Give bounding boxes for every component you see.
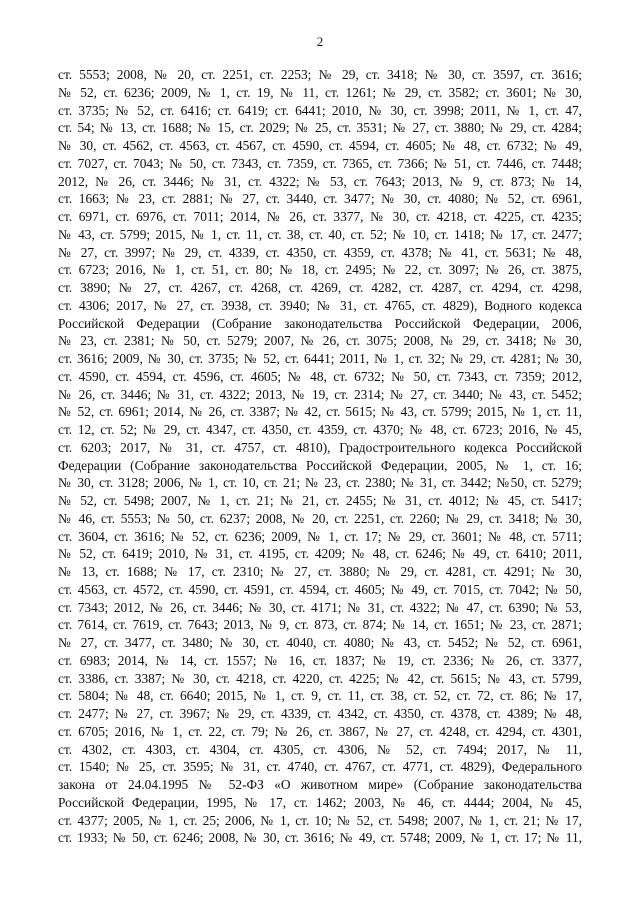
text-line: № 52, ст. 6236; 2009, № 1, ст. 19, № 11, ст. 1261; № 29, ст. 3582; ст. 3601; № 30, [58, 84, 582, 100]
text-line: ст. 4563, ст. 4572, ст. 4590, ст. 4591, ст. 4594, ст. 4605; № 49, ст. 7015, ст. 7042; № 50, [58, 581, 582, 597]
text-line: № 13, ст. 1688; № 17, ст. 2310; № 27, ст. 3880; № 29, ст. 4281, ст. 4291; № 30, [58, 564, 582, 579]
text-line: № 23, ст. 2381; № 50, ст. 5279; 2007, № 26, ст. 3075; 2008, № 29, ст. 3418; № 30, [58, 333, 582, 349]
text-line: Российской Федерации (Собрание законодательства Российской Федерации, 2006, [58, 315, 582, 331]
text-line: 2012, № 26, ст. 3446; № 31, ст. 4322; № 53, ст. 7643; 2013, № 9, ст. 873; № 14, [58, 173, 582, 189]
text-line: № 46, ст. 5553; № 50, ст. 6237; 2008, № 20, ст. 2251, ст. 2260; № 29, ст. 3418; № 30, [58, 510, 582, 526]
text-line: № 52, ст. 6961; 2014, № 26, ст. 3387; № 42, ст. 5615; № 43, ст. 5799; 2015, № 1, ст. 11, [58, 404, 582, 420]
text-line: № 26, ст. 3446; № 31, ст. 4322; 2013, № 19, ст. 2314; № 27, ст. 3440; № 43, ст. 5452; [58, 386, 582, 402]
text-line: ст. 4302, ст. 4303, ст. 4304, ст. 4305, ст. 4306, № 52, ст. 7494; 2017, № 11, [58, 741, 582, 757]
text-line: ст. 7027, ст. 7043; № 50, ст. 7343, ст. 7359, ст. 7365, ст. 7366; № 51, ст. 7446, ст. 7448; [58, 155, 582, 171]
text-line: № 43, ст. 5799; 2015, № 1, ст. 11, ст. 38, ст. 40, ст. 52; № 10, ст. 1418; № 17, ст. 2477; [58, 226, 582, 242]
text-line: ст. 5553; 2008, № 20, ст. 2251, ст. 2253; № 29, ст. 3418; № 30, ст. 3597, ст. 3616; [58, 67, 582, 82]
text-line: № 52, ст. 6419; 2010, № 31, ст. 4195, ст. 4209; № 48, ст. 6246; № 49, ст. 6410; 2011, [58, 546, 582, 562]
text-line: ст. 3616; 2009, № 30, ст. 3735; № 52, ст. 6441; 2011, № 1, ст. 32; № 29, ст. 4281; № 30, [58, 351, 582, 366]
text-line: ст. 6723; 2016, № 1, ст. 51, ст. 80; № 18, ст. 2495; № 22, ст. 3097; № 26, ст. 3875, [58, 262, 582, 278]
text-line: ст. 7343; 2012, № 26, ст. 3446; № 30, ст. 4171; № 31, ст. 4322; № 47, ст. 6390; № 53, [58, 599, 582, 615]
text-line: ст. 12, ст. 52; № 29, ст. 4347, ст. 4350, ст. 4359, ст. 4370; № 48, ст. 6723; 2016, № 45, [58, 422, 582, 437]
text-line: Российской Федерации, 1995, № 17, ст. 1462; 2003, № 46, ст. 4444; 2004, № 45, [58, 794, 582, 810]
text-line: ст. 6971, ст. 6976, ст. 7011; 2014, № 26, ст. 3377, № 30, ст. 4218, ст. 4225, ст. 4235; [58, 209, 582, 224]
text-line: ст. 1540; № 25, ст. 3595; № 31, ст. 4740, ст. 4767, ст. 4771, ст. 4829), Федерального [58, 759, 582, 775]
text-line: ст. 7614, ст. 7619, ст. 7643; 2013, № 9, ст. 873, ст. 874; № 14, ст. 1651; № 23, ст. 2871; [58, 617, 582, 633]
text-line: закона от 24.04.1995 № 52-ФЗ «О животном мире» (Собрание законодательства [58, 777, 582, 792]
text-line: ст. 1663; № 23, ст. 2881; № 27, ст. 3440, ст. 3477; № 30, ст. 4080; № 52, ст. 6961, [58, 191, 582, 207]
body-text [58, 66, 582, 847]
text-line: № 27, ст. 3997; № 29, ст. 4339, ст. 4350, ст. 4359, ст. 4378; № 41, ст. 5631; № 48, [58, 244, 582, 260]
text-line: ст. 3386, ст. 3387; № 30, ст. 4218, ст. 4220, ст. 4225; № 42, ст. 5615; № 43, ст. 5799, [58, 670, 582, 686]
text-line: ст. 2477; № 27, ст. 3967; № 29, ст. 4339, ст. 4342, ст. 4350, ст. 4378, ст. 4389; № 48, [58, 706, 582, 721]
text-line: ст. 5804; № 48, ст. 6640; 2015, № 1, ст. 9, ст. 11, ст. 38, ст. 52, ст. 72, ст. 86; № 17, [58, 688, 582, 704]
text-line: ст. 3735; № 52, ст. 6416; ст. 6419; ст. 6441; 2010, № 30, ст. 3998; 2011, № 1, ст. 47, [58, 102, 582, 118]
text-line: № 30, ст. 4562, ст. 4563, ст. 4567, ст. 4590, ст. 4594, ст. 4605; № 48, ст. 6732; № 49, [58, 138, 582, 153]
text-line: ст. 6983; 2014, № 14, ст. 1557; № 16, ст. 1837; № 19, ст. 2336; № 26, ст. 3377, [58, 652, 582, 668]
text-line: ст. 3604, ст. 3616; № 52, ст. 6236; 2009, № 1, ст. 17; № 29, ст. 3601; № 48, ст. 5711; [58, 528, 582, 544]
page-number: 2 [316, 34, 324, 49]
text-line: ст. 1933; № 50, ст. 6246; 2008, № 30, ст. 3616; № 49, ст. 5748; 2009, № 1, ст. 17; № 11, [58, 830, 582, 846]
text-line: ст. 54; № 13, ст. 1688; № 15, ст. 2029; № 25, ст. 3531; № 27, ст. 3880; № 29, ст. 4284; [58, 120, 582, 136]
text-line: ст. 6203; 2017, № 31, ст. 4757, ст. 4810), Градостроительного кодекса Российской [58, 439, 582, 455]
text-line: № 27, ст. 3477, ст. 3480; № 30, ст. 4040, ст. 4080; № 43, ст. 5452; № 52, ст. 6961, [58, 635, 582, 650]
text-line: ст. 4377; 2005, № 1, ст. 25; 2006, № 1, ст. 10; № 52, ст. 5498; 2007, № 1, ст. 21; № 17, [58, 812, 582, 828]
text-line: Федерации (Собрание законодательства Российской Федерации, 2005, № 1, ст. 16; [58, 457, 582, 473]
text-line: ст. 4306; 2017, № 27, ст. 3938, ст. 3940; № 31, ст. 4765, ст. 4829), Водного кодекса [58, 297, 582, 313]
text-line: ст. 6705; 2016, № 1, ст. 22, ст. 79; № 26, ст. 3867, № 27, ст. 4248, ст. 4294, ст. 4301, [58, 723, 582, 739]
text-line: ст. 3890; № 27, ст. 4267, ст. 4268, ст. 4269, ст. 4282, ст. 4287, ст. 4294, ст. 4298, [58, 280, 582, 295]
text-line: ст. 4590, ст. 4594, ст. 4596, ст. 4605; № 48, ст. 6732; № 50, ст. 7343, ст. 7359; 2012, [58, 368, 582, 384]
text-line: № 52, ст. 5498; 2007, № 1, ст. 21; № 21, ст. 2455; № 31, ст. 4012; № 45, ст. 5417; [58, 493, 582, 508]
text-line: № 30, ст. 3128; 2006, № 1, ст. 10, ст. 21; № 23, ст. 2380; № 31, ст. 3442; №50, ст. 5279; [58, 475, 582, 491]
